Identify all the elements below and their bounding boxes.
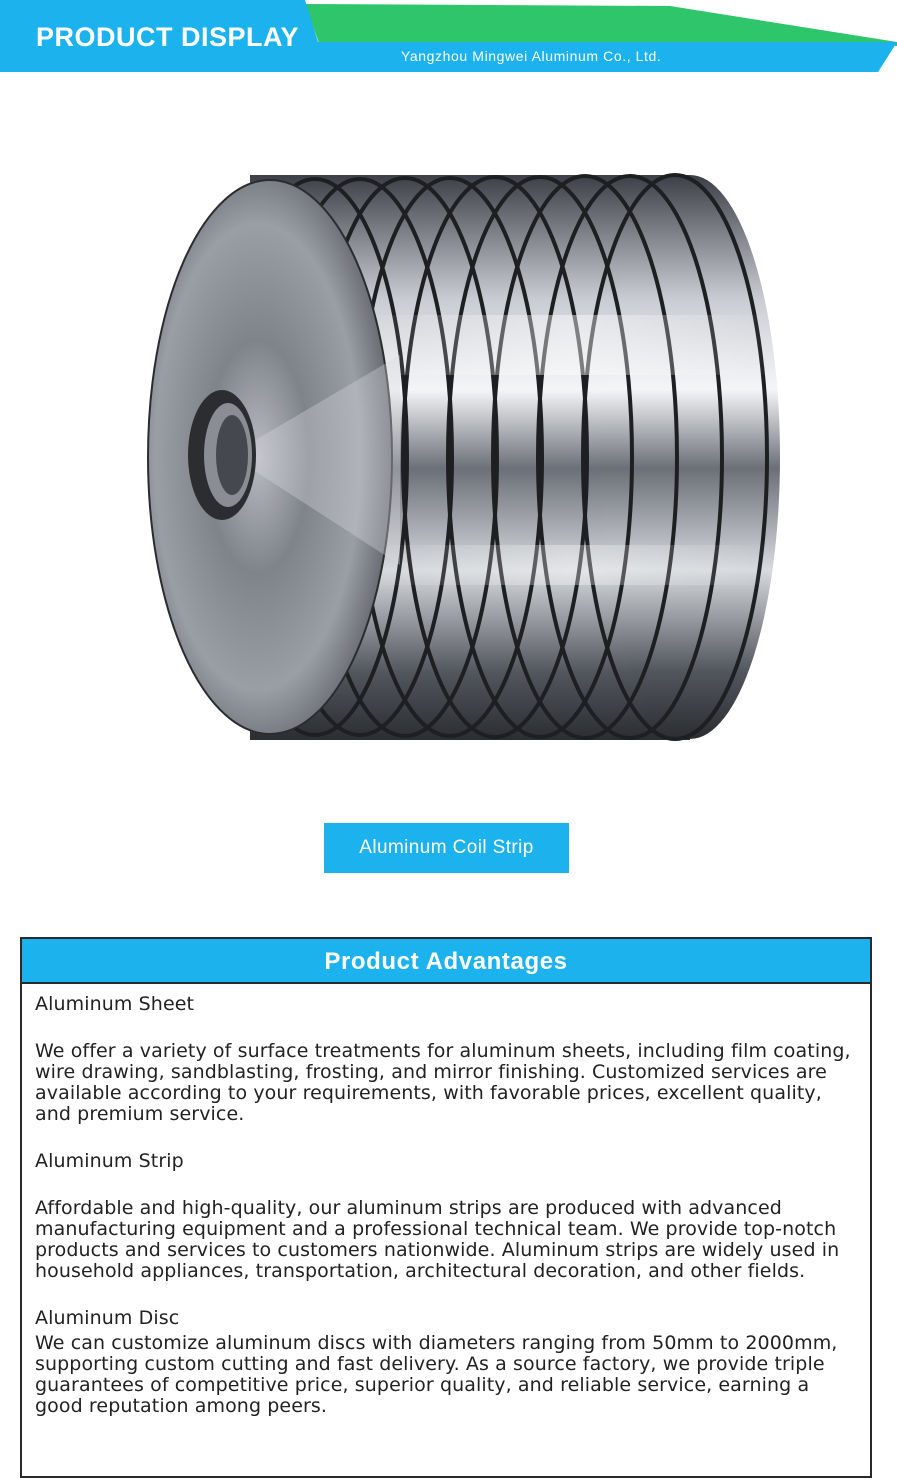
section-text-disc: We can customize aluminum discs with diameters ranging from 50mm to 2000mm, supporting custom cutting and fast delivery. As a source factory, we provide triple guarantees of competitive price, superior quality, and reliable service, earning a good reputation among peers. bbox=[35, 1332, 838, 1417]
product-advantages-panel bbox=[20, 937, 872, 1478]
section-heading-disc: Aluminum Disc bbox=[35, 1307, 180, 1329]
section-heading-strip: Aluminum Strip bbox=[35, 1150, 184, 1172]
section-heading-sheet: Aluminum Sheet bbox=[35, 993, 195, 1015]
advantages-body bbox=[22, 984, 870, 1417]
section-text-strip: Affordable and high-quality, our aluminum strips are produced with advanced manufacturing equipment and a professional technical team. We provide top-notch products and services to customers nationwide. Aluminum strips are widely used in household appliances, transportation, architectural decoration, and other fields. bbox=[35, 1197, 840, 1282]
advantages-title: Product Advantages bbox=[22, 939, 870, 984]
product-caption: Aluminum Coil Strip bbox=[324, 823, 569, 873]
aluminum-coil-strip-photo bbox=[70, 125, 830, 780]
section-title: PRODUCT DISPLAY bbox=[36, 22, 300, 52]
section-text-sheet: We offer a variety of surface treatments for aluminum sheets, including film coating, wire drawing, sandblasting, frosting, and mirror finishing. Customized services are available according to your requirements, with favorable prices, excellent quality, and premium service. bbox=[35, 1040, 851, 1125]
page-header-banner bbox=[0, 0, 897, 72]
company-name: Yangzhou Mingwei Aluminum Co., Ltd. bbox=[401, 48, 662, 64]
